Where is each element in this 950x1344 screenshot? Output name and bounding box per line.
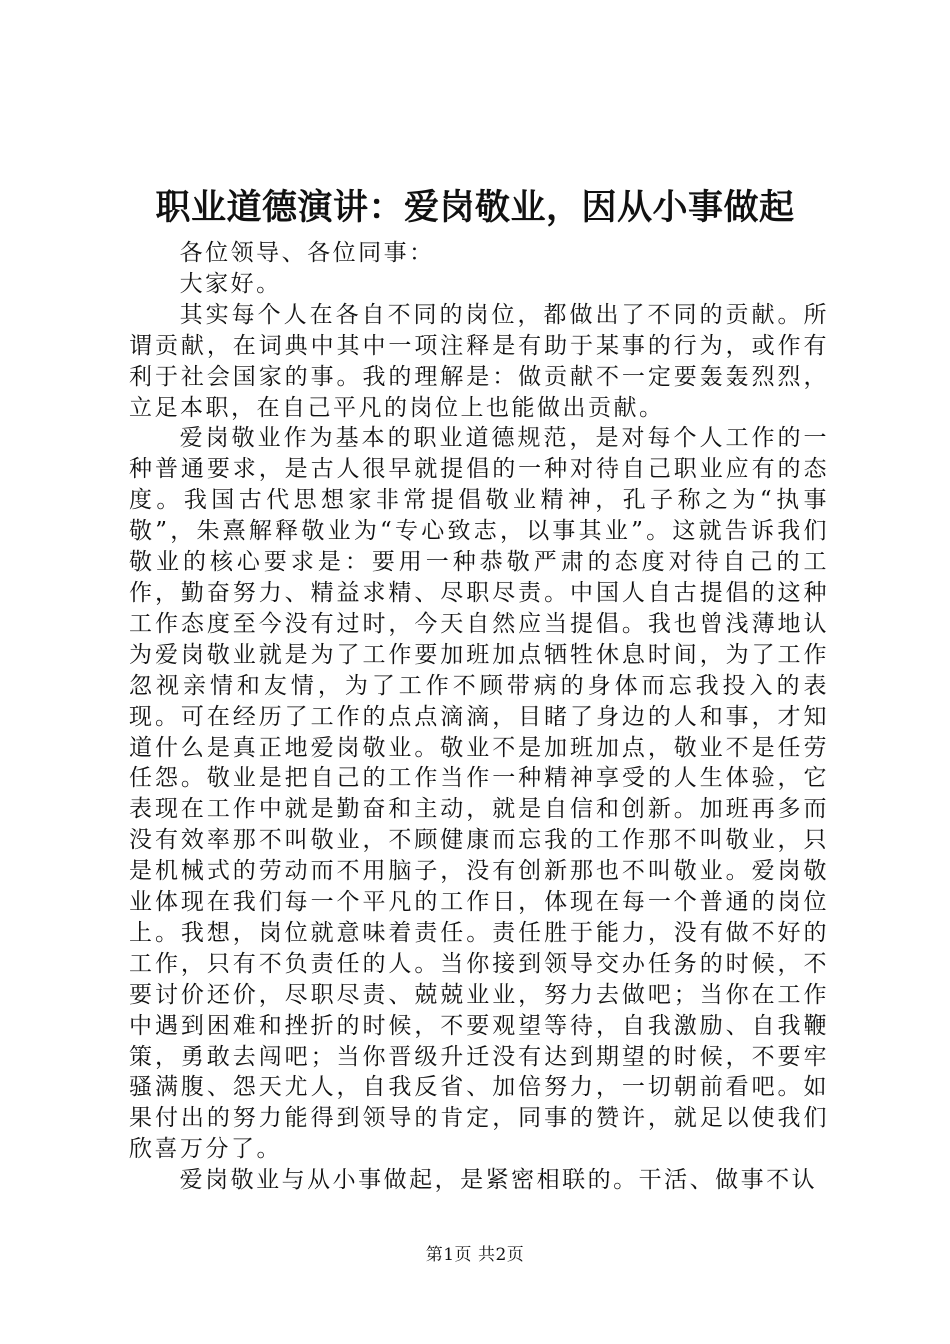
document-title: 职业道德演讲：爱岗敬业，因从小事做起	[155, 188, 795, 228]
paragraph: 其实每个人在各自不同的岗位，都做出了不同的贡献。所谓贡献，在词典中其中一项注释是有助于某事的行为，或作有利于社会国家的事。我的理解是：做贡献不一定要轰轰烈烈，立足本职，在自己平凡的岗位上也能做出贡献。	[129, 301, 829, 421]
greeting: 大家好。	[179, 270, 282, 297]
paragraph: 爱岗敬业与从小事做起，是紧密相联的。干活、做事不认	[179, 1167, 818, 1194]
document-body	[129, 238, 829, 1196]
paragraph: 爱岗敬业作为基本的职业道德规范，是对每个人工作的一种普通要求，是古人很早就提倡的一种对待自己职业应有的态度。我国古代思想家非常提倡敬业精神，孔子称之为“执事敬”，朱熹解释敬业为“专心致志，以事其业”。这就告诉我们敬业的核心要求是：要用一种恭敬严肃的态度对待自己的工作，勤奋努力、精益求精、尽职尽责。中国人自古提倡的这种工作态度至今没有过时，今天自然应当提倡。我也曾浅薄地认为爱岗敬业就是为了工作要加班加点牺牲休息时间，为了工作忽视亲情和友情，为了工作不顾带病的身体而忘我投入的表现。可在经历了工作的点点滴滴，目睹了身边的人和事，才知道什么是真正地爱岗敬业。敬业不是加班加点，敬业不是任劳任怨。敬业是把自己的工作当作一种精神享受的人生体验，它表现在工作中就是勤奋和主动，就是自信和创新。加班再多而没有效率那不叫敬业，不顾健康而忘我的工作那不叫敬业，只是机械式的劳动而不用脑子，没有创新那也不叫敬业。爱岗敬业体现在我们每一个平凡的工作日，体现在每一个普通的岗位上。我想，岗位就意味着责任。责任胜于能力，没有做不好的工作，只有不负责任的人。当你接到领导交办任务的时候，不要讨价还价，尽职尽责、兢兢业业，努力去做吧；当你在工作中遇到困难和挫折的时候，不要观望等待，自我激励、自我鞭策，勇敢去闯吧；当你晋级升迁没有达到期望的时候，不要牢骚满腹、怨天尤人，自我反省、加倍努力，一切朝前看吧。如果付出的努力能得到领导的肯定，同事的赞许，就足以使我们欣喜万分了。	[129, 425, 829, 1163]
page-number-footer: 第1页 共2页	[425, 1245, 525, 1265]
salutation: 各位领导、各位同事：	[179, 240, 435, 266]
